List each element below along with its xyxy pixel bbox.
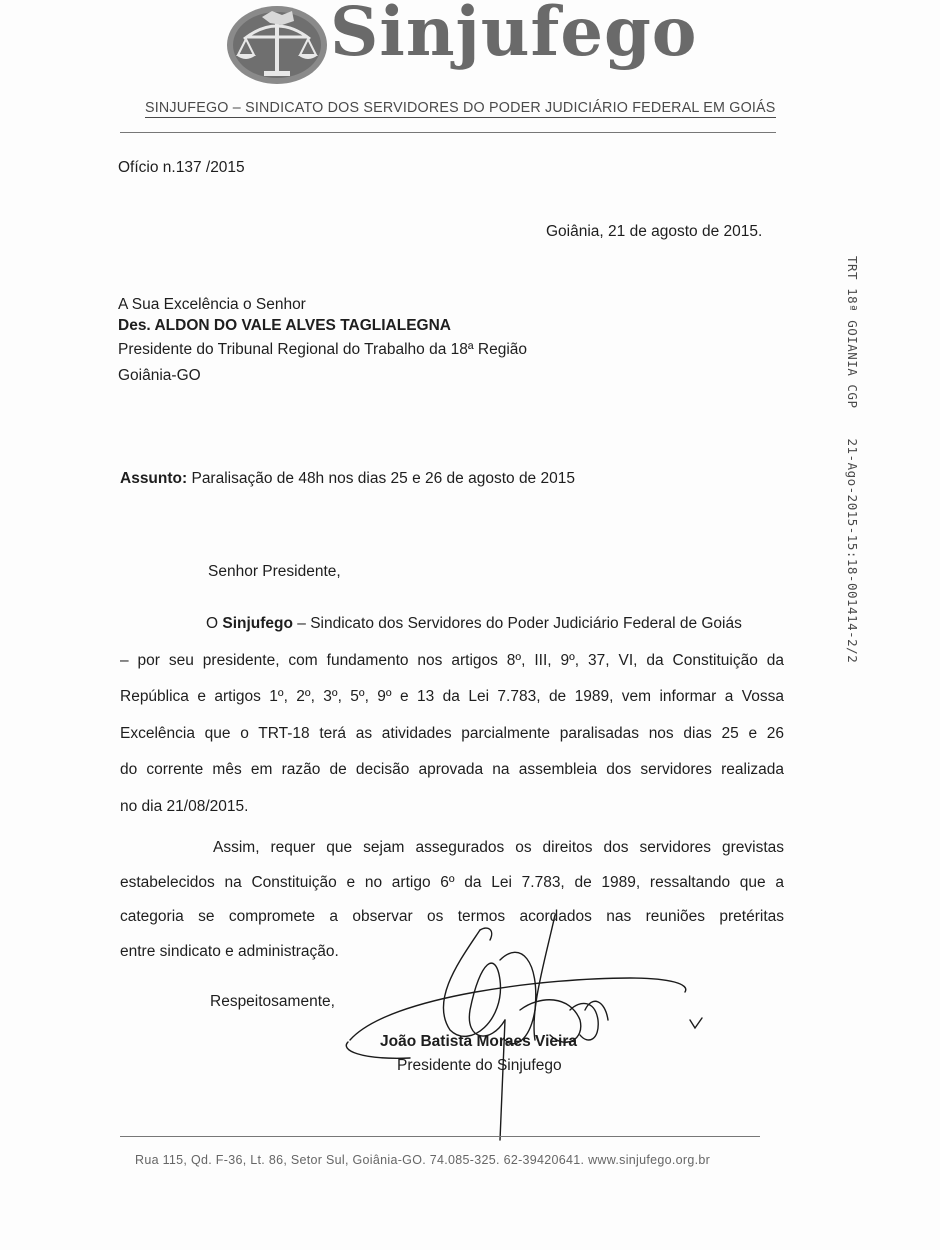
paragraph-line: República e artigos 1º, 2º, 3º, 5º, 9º e 13 da Lei 7.783, de 1989, vem informar a Vossa [120, 688, 784, 705]
recipient-city: Goiânia-GO [118, 367, 201, 384]
subject-label: Assunto: [120, 470, 188, 487]
paragraph-line: – por seu presidente, com fundamento nos artigos 8º, III, 9º, 37, VI, da Constituição da [120, 651, 784, 669]
salutation: Senhor Presidente, [208, 563, 341, 580]
subject-text: Paralisação de 48h nos dias 25 e 26 de agosto de 2015 [187, 470, 575, 487]
date-line: Goiânia, 21 de agosto de 2015. [546, 223, 763, 240]
body-paragraph-1 [120, 614, 784, 833]
subject-line [120, 469, 575, 489]
document-reference: Ofício n.137 /2015 [118, 159, 245, 176]
org-name: Sinjufego [222, 615, 293, 632]
recipient-greeting: A Sua Excelência o Senhor [118, 296, 306, 313]
paragraph-line: Assim, requer que sejam assegurados os direitos dos servidores grevistas [213, 839, 784, 856]
closing: Respeitosamente, [210, 993, 335, 1010]
recipient-name: Des. ALDON DO VALE ALVES TAGLIALEGNA [118, 317, 451, 334]
paragraph-line: estabelecidos na Constituição e no artigo 6º da Lei 7.783, de 1989, ressaltando que a [120, 873, 784, 891]
handwritten-signature [330, 900, 750, 1170]
footer-divider [120, 1136, 760, 1137]
paragraph-line: no dia 21/08/2015. [120, 797, 249, 815]
paragraph-line: do corrente mês em razão de decisão aprovada na assembleia dos servidores realizada [120, 761, 784, 778]
header-divider [120, 132, 776, 133]
footer-address: Rua 115, Qd. F-36, Lt. 86, Setor Sul, Goiânia-GO. 74.085-325. 62-39420641. www.sinjufego.org.br [135, 1153, 711, 1167]
protocol-stamp: TRT 18ª GOIANIA CGP21-Ago-2015-15:18-001414-2/2 [845, 256, 860, 664]
recipient-title: Presidente do Tribunal Regional do Trabalho da 18ª Região [118, 341, 528, 358]
paragraph-line: entre sindicato e administração. [120, 942, 339, 960]
paragraph-line: Excelência que o TRT-18 terá as atividades parcialmente paralisadas nos dias 25 e 26 [120, 724, 784, 742]
paragraph-line: O Sinjufego – Sindicato dos Servidores do Poder Judiciário Federal de Goiás [206, 615, 742, 632]
letterhead-tagline: SINJUFEGO – SINDICATO DOS SERVIDORES DO PODER JUDICIÁRIO FEDERAL EM GOIÁS [145, 100, 776, 116]
signer-name: João Batista Moraes Vieira [380, 1033, 577, 1050]
paragraph-line: categoria se compromete a observar os termos acordados nas reuniões pretéritas [120, 908, 784, 925]
scales-of-justice-seal-icon [224, 3, 330, 87]
brand-name: Sinjufego [330, 0, 698, 71]
signer-title: Presidente do Sinjufego [397, 1057, 562, 1074]
